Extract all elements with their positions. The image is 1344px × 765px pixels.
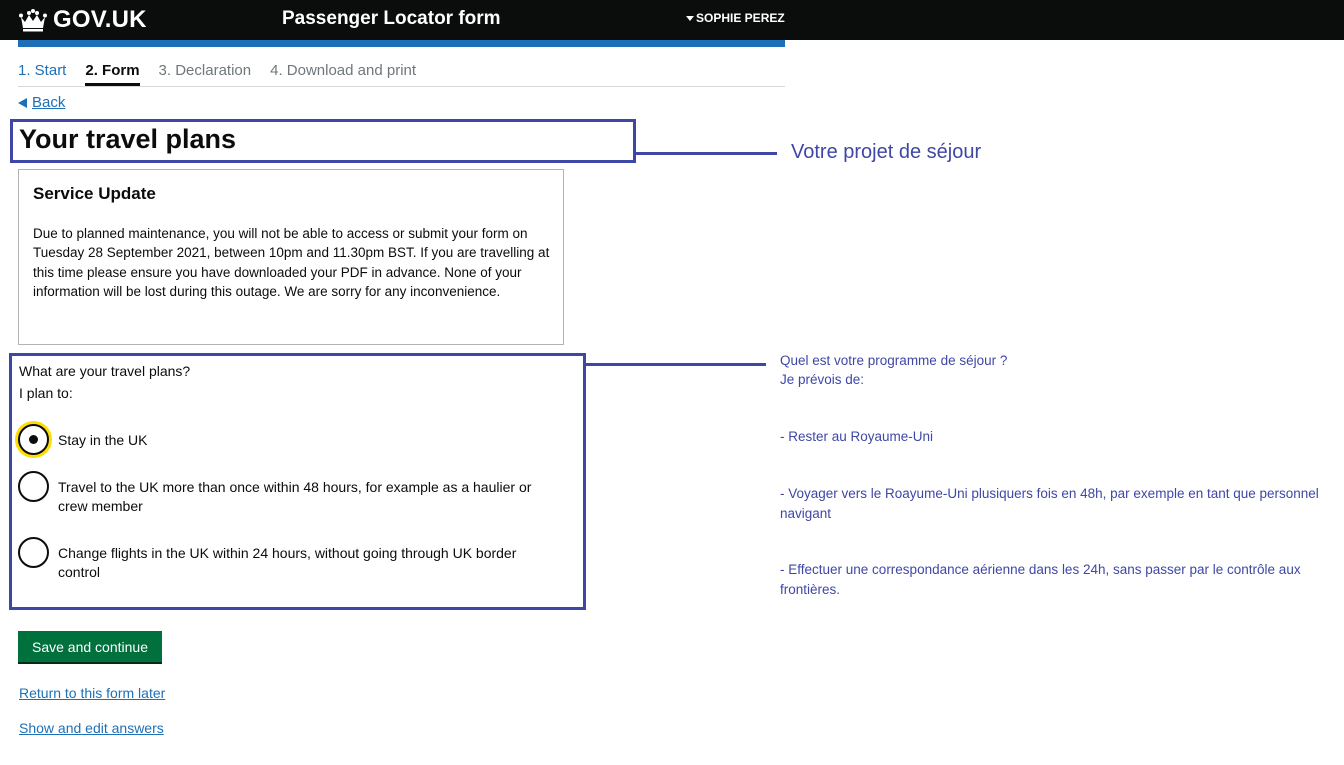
radio-label[interactable]: Stay in the UK (58, 432, 148, 448)
govuk-logo[interactable] (18, 6, 147, 34)
notice-body: Due to planned maintenance, you will not be able to access or submit your form on Tuesday 28 September 2021, between 10pm and 11.30pm BST. If you are travelling at this time please ensure you have downloaded your PDF in advance. None of your information will be lost during this outage. We are sorry for any inconvenience. (33, 226, 550, 299)
question-translation: Quel est votre programme de séjour ? (780, 353, 1008, 368)
step-form: 2. Form (85, 62, 139, 86)
back-link[interactable] (18, 94, 65, 111)
option-translation-stay: - Rester au Royaume-Uni (780, 429, 934, 444)
header-blue-strip (18, 40, 785, 47)
step-download-print: 4. Download and print (270, 62, 417, 79)
radio-button[interactable] (18, 471, 49, 502)
notice-title: Service Update (33, 184, 156, 203)
step-declaration: 3. Declaration (158, 62, 252, 79)
back-label: Back (32, 94, 66, 111)
option-translation-change: - Effectuer une correspondance aérienne dans les 24h, sans passer par le contrôle aux frontières. (780, 562, 1301, 597)
progress-steps (18, 62, 785, 87)
return-later-link[interactable]: Return to this form later (19, 685, 166, 701)
option-translation-travel: - Voyager vers le Roayume-Uni plusiquers fois en 48h, par exemple en tant que personnel navigant (780, 486, 1319, 521)
radio-button[interactable] (18, 537, 49, 568)
radio-option-change-flights[interactable] (18, 537, 558, 582)
radio-option-travel-multiple[interactable] (18, 471, 558, 516)
logo-text: GOV.UK (53, 6, 147, 33)
question-hint: I plan to: (19, 385, 73, 401)
radio-label[interactable]: Travel to the UK more than once within 48 hours, for example as a haulier or crew member (58, 479, 532, 514)
question-label: What are your travel plans? (19, 363, 191, 379)
show-edit-answers-link[interactable]: Show and edit answers (19, 720, 164, 736)
title-connector-line (636, 152, 777, 155)
back-arrow-icon (18, 98, 27, 108)
save-and-continue-button[interactable]: Save and continue (18, 631, 162, 662)
crown-icon (18, 8, 48, 32)
radio-option-stay[interactable] (18, 424, 558, 455)
hint-translation: Je prévois de: (780, 372, 865, 387)
service-update-notice (18, 169, 564, 345)
radio-label[interactable]: Change flights in the UK within 24 hours, without going through UK border control (58, 545, 517, 580)
question-connector-line (586, 363, 766, 366)
page-title: Your travel plans (19, 124, 237, 154)
caret-down-icon (686, 16, 694, 21)
step-start[interactable]: 1. Start (18, 62, 67, 79)
user-menu[interactable] (686, 11, 785, 25)
service-name[interactable]: Passenger Locator form (282, 8, 501, 29)
govuk-header (0, 0, 1344, 40)
title-translation: Votre projet de séjour (791, 141, 982, 163)
radio-button-checked[interactable] (18, 424, 49, 455)
user-name: SOPHIE PEREZ (696, 11, 785, 25)
